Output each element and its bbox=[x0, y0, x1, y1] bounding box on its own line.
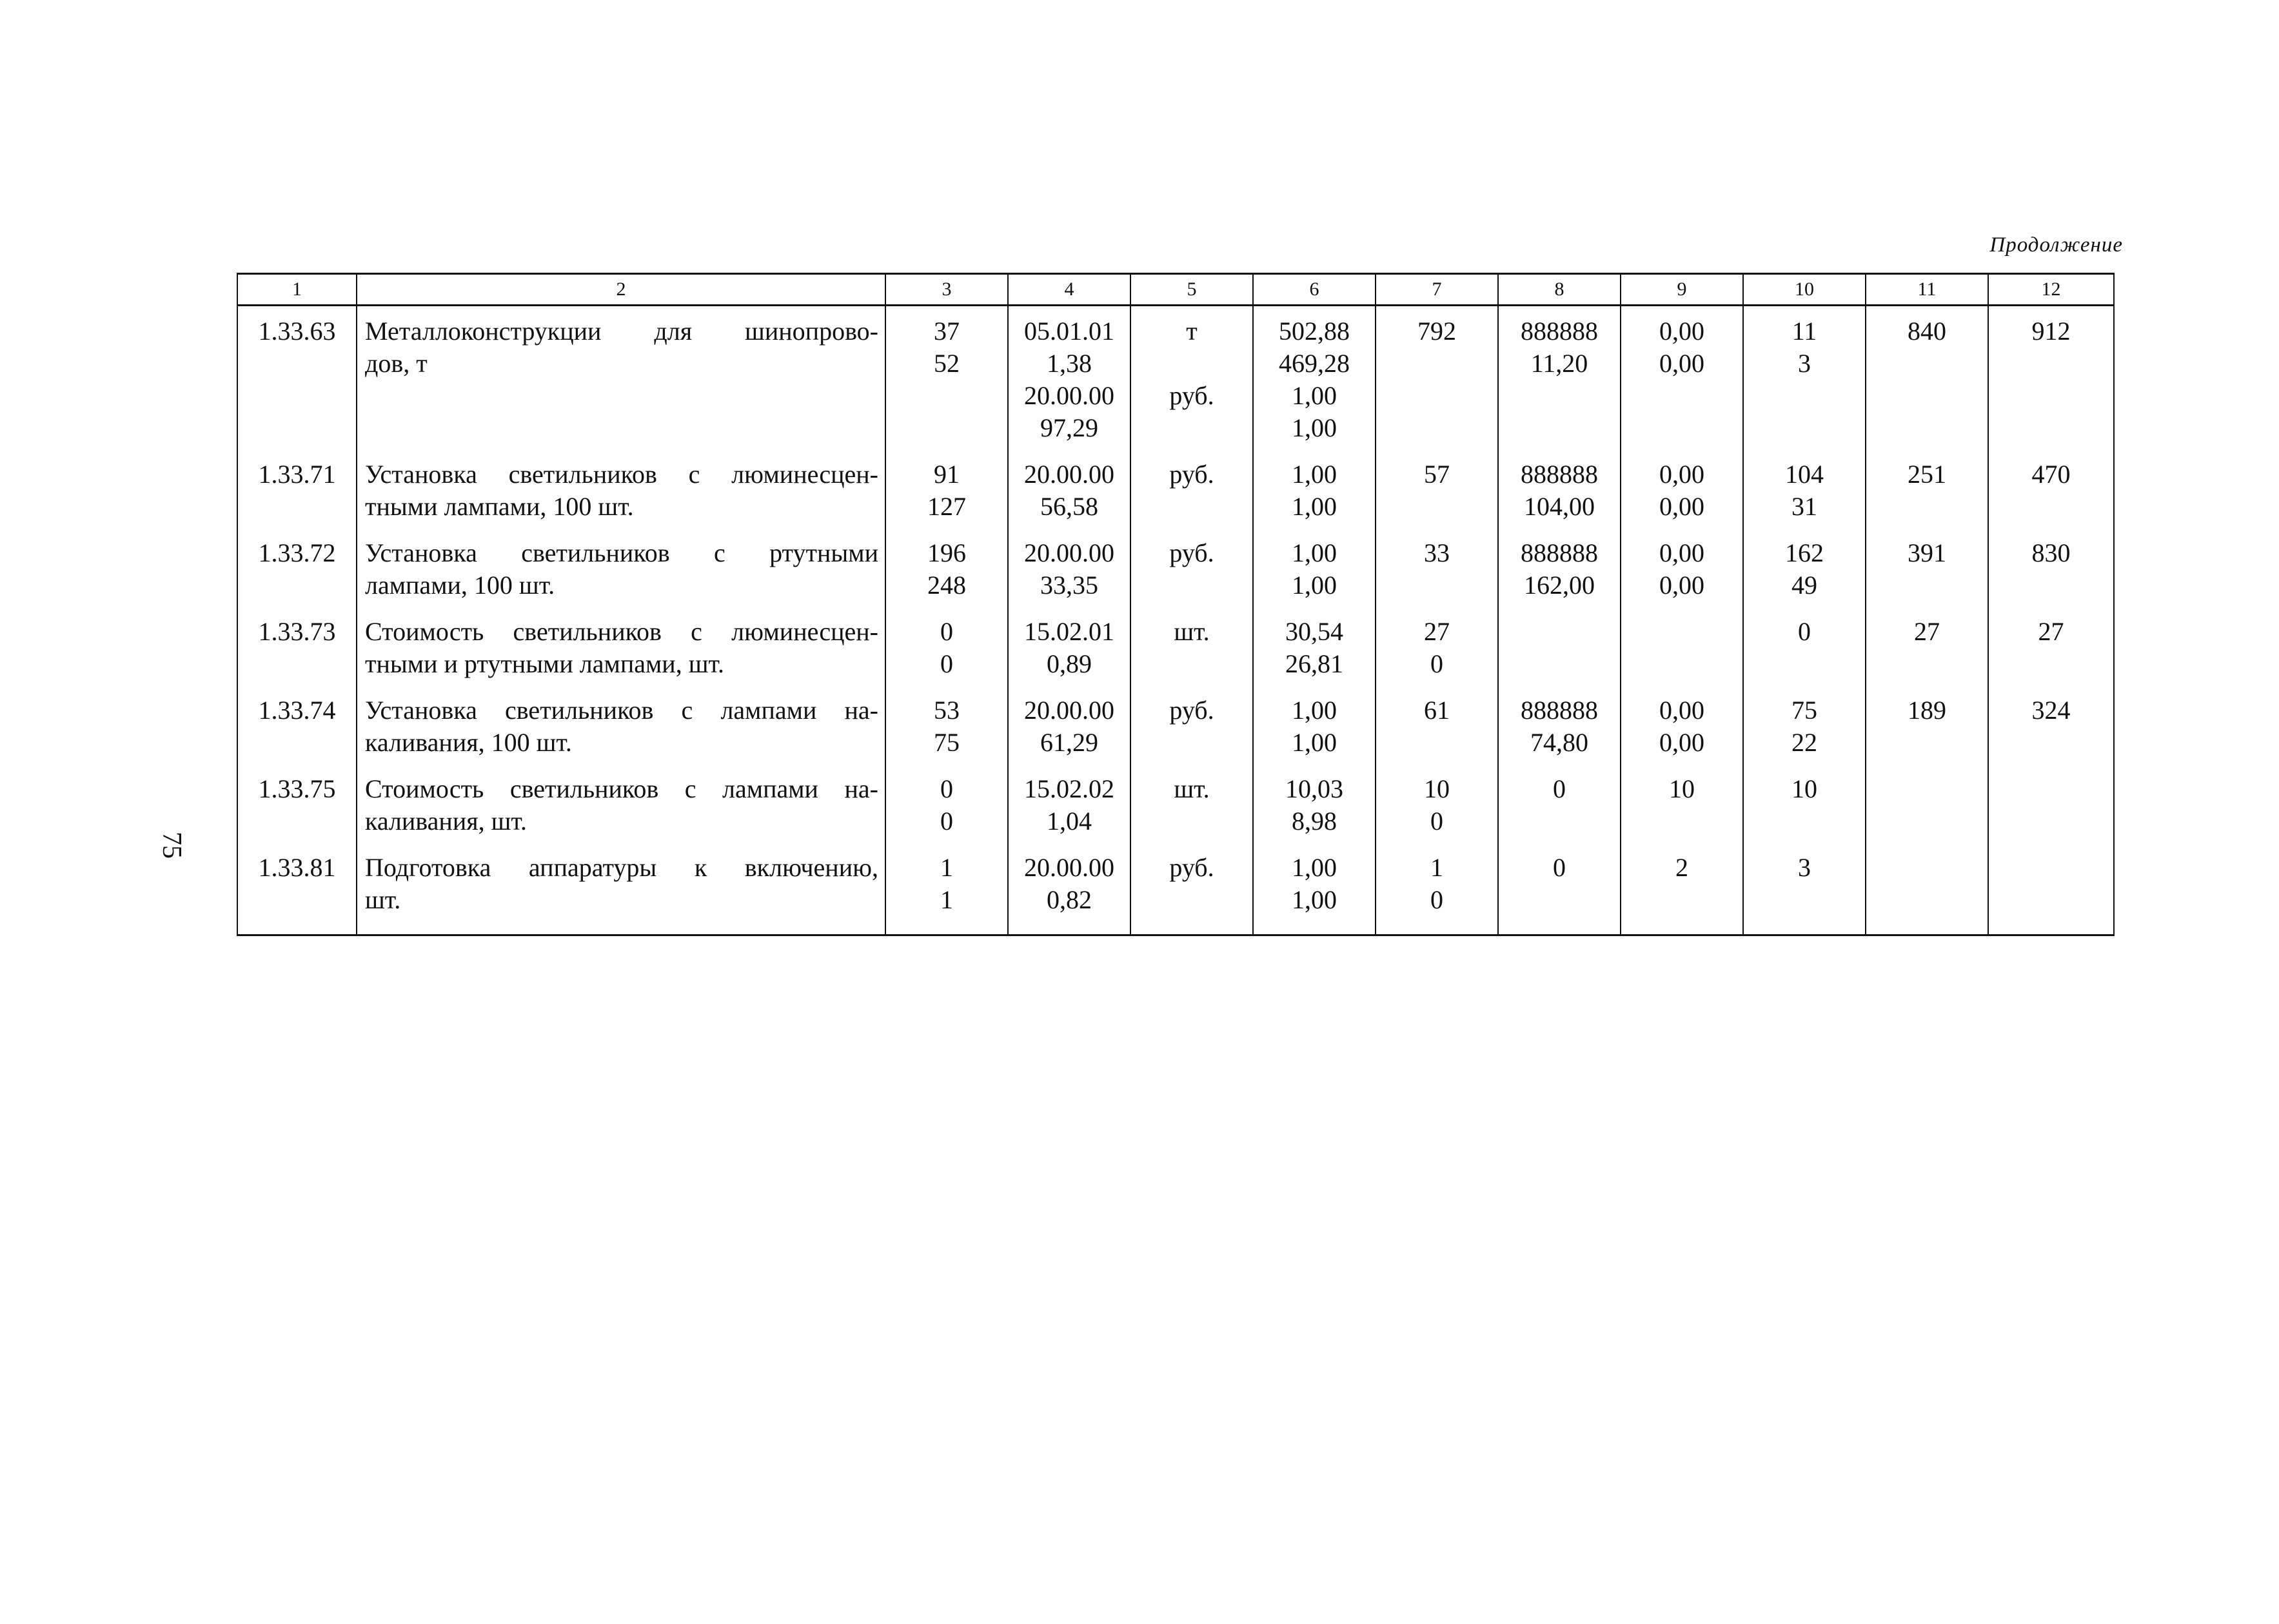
cell-c7 bbox=[1376, 616, 1498, 694]
cell-c9 bbox=[1621, 616, 1743, 694]
table-header bbox=[237, 274, 2114, 306]
cell-c12 bbox=[1988, 306, 2114, 459]
cell-value: 15.02.01 bbox=[1024, 617, 1114, 646]
cell-value: 888888 bbox=[1521, 696, 1598, 725]
cell-value: 469,28 bbox=[1279, 349, 1350, 378]
cell-value: 0,00 bbox=[1659, 492, 1704, 521]
cell-c8 bbox=[1498, 458, 1621, 537]
cell-c3 bbox=[885, 616, 1008, 694]
cell-c11 bbox=[1866, 458, 1988, 537]
column-number-10: 10 bbox=[1743, 274, 1866, 306]
cell-value: 1,00 bbox=[1292, 413, 1337, 442]
table-row bbox=[237, 458, 2114, 537]
row-code: 1.33.75 bbox=[237, 773, 357, 852]
row-code: 1.33.74 bbox=[237, 694, 357, 773]
cell-c6 bbox=[1253, 616, 1376, 694]
row-name-line: каливания, 100 шт. bbox=[365, 728, 572, 757]
cell-c5 bbox=[1130, 694, 1253, 773]
cell-value: 1,00 bbox=[1292, 885, 1337, 914]
cell-value: 49 bbox=[1791, 571, 1817, 600]
cell-value: 502,88 bbox=[1279, 317, 1350, 346]
cell-value: 10 bbox=[1791, 774, 1817, 803]
cell-value: 0 bbox=[1430, 885, 1443, 914]
table-row bbox=[237, 694, 2114, 773]
cell-value: 189 bbox=[1908, 696, 1946, 725]
column-number-11: 11 bbox=[1866, 274, 1988, 306]
column-number-7: 7 bbox=[1376, 274, 1498, 306]
row-name bbox=[357, 458, 885, 537]
row-name-line: Подготовка аппаратуры к включению, bbox=[365, 853, 878, 882]
cell-value: 127 bbox=[927, 492, 966, 521]
cell-c7 bbox=[1376, 694, 1498, 773]
cell-value: 27 bbox=[1424, 617, 1450, 646]
cell-value: т bbox=[1186, 317, 1198, 346]
cell-value: 0,00 bbox=[1659, 317, 1704, 346]
cell-value: 162,00 bbox=[1524, 571, 1595, 600]
cell-value: 27 bbox=[1914, 617, 1940, 646]
cell-value: 0 bbox=[940, 807, 953, 836]
row-code: 1.33.63 bbox=[237, 306, 357, 459]
cell-value: 0 bbox=[1553, 774, 1566, 803]
cell-c6 bbox=[1253, 458, 1376, 537]
cell-value: 888888 bbox=[1521, 317, 1598, 346]
cell-value: 22 bbox=[1791, 728, 1817, 757]
cell-value: руб. bbox=[1169, 696, 1214, 725]
cell-value: 251 bbox=[1908, 460, 1946, 489]
cell-value: 1 bbox=[940, 853, 953, 882]
cell-value: 20.00.00 bbox=[1024, 538, 1114, 567]
cell-value: 52 bbox=[934, 349, 960, 378]
table-row bbox=[237, 537, 2114, 616]
cell-c5 bbox=[1130, 537, 1253, 616]
cell-c3 bbox=[885, 537, 1008, 616]
cell-value: 33 bbox=[1424, 538, 1450, 567]
cell-value: 74,80 bbox=[1530, 728, 1588, 757]
cell-c10 bbox=[1743, 458, 1866, 537]
cell-value: 05.01.01 bbox=[1024, 317, 1114, 346]
row-name-line: дов, т bbox=[365, 349, 428, 378]
cell-value: руб. bbox=[1169, 853, 1214, 882]
table-row bbox=[237, 306, 2114, 459]
cell-value: 0 bbox=[940, 617, 953, 646]
cell-value: 61 bbox=[1424, 696, 1450, 725]
cell-value: 162 bbox=[1785, 538, 1824, 567]
row-code: 1.33.73 bbox=[237, 616, 357, 694]
cell-c4 bbox=[1008, 616, 1130, 694]
cell-value: 91 bbox=[934, 460, 960, 489]
cell-value: 1,04 bbox=[1047, 807, 1092, 836]
cell-value: 391 bbox=[1908, 538, 1946, 567]
cell-value: 1,00 bbox=[1292, 696, 1337, 725]
cell-value: 0 bbox=[1553, 853, 1566, 882]
cell-c8 bbox=[1498, 306, 1621, 459]
cell-c7 bbox=[1376, 537, 1498, 616]
table-row bbox=[237, 852, 2114, 935]
cell-value: 8,98 bbox=[1292, 807, 1337, 836]
cell-value: 97,29 bbox=[1040, 413, 1098, 442]
row-name-line: Металлоконструкции для шинопрово- bbox=[365, 317, 878, 346]
cell-c9 bbox=[1621, 694, 1743, 773]
cell-c8 bbox=[1498, 694, 1621, 773]
cell-c8 bbox=[1498, 537, 1621, 616]
column-number-2: 2 bbox=[357, 274, 885, 306]
cell-c11 bbox=[1866, 537, 1988, 616]
cell-c9 bbox=[1621, 306, 1743, 459]
row-name-line: Стоимость светильников с лампами на- bbox=[365, 774, 878, 803]
cell-c7 bbox=[1376, 306, 1498, 459]
row-name bbox=[357, 773, 885, 852]
cell-c4 bbox=[1008, 773, 1130, 852]
cell-c3 bbox=[885, 458, 1008, 537]
cell-value: 0,00 bbox=[1659, 460, 1704, 489]
cell-c12 bbox=[1988, 537, 2114, 616]
cell-value: 196 bbox=[927, 538, 966, 567]
row-name bbox=[357, 694, 885, 773]
row-name-line: Стоимость светильников с люминесцен- bbox=[365, 617, 878, 646]
row-code: 1.33.81 bbox=[237, 852, 357, 935]
cell-value: 53 bbox=[934, 696, 960, 725]
cell-value: шт. bbox=[1174, 774, 1210, 803]
row-name-line: каливания, шт. bbox=[365, 807, 527, 836]
cell-c12 bbox=[1988, 773, 2114, 852]
cell-value: 470 bbox=[2031, 460, 2071, 489]
row-code: 1.33.71 bbox=[237, 458, 357, 537]
cell-c11 bbox=[1866, 694, 1988, 773]
row-name bbox=[357, 306, 885, 459]
cell-c4 bbox=[1008, 694, 1130, 773]
cell-value: 10,03 bbox=[1285, 774, 1343, 803]
cell-c9 bbox=[1621, 537, 1743, 616]
cell-c7 bbox=[1376, 458, 1498, 537]
cell-value: 56,58 bbox=[1040, 492, 1098, 521]
cell-value: 1,38 bbox=[1047, 349, 1092, 378]
cell-value: 0 bbox=[940, 774, 953, 803]
cell-c4 bbox=[1008, 306, 1130, 459]
cell-value: 1,00 bbox=[1292, 728, 1337, 757]
cell-value: 0,89 bbox=[1047, 649, 1092, 678]
cell-c5 bbox=[1130, 616, 1253, 694]
cell-c12 bbox=[1988, 616, 2114, 694]
cell-value: 33,35 bbox=[1040, 571, 1098, 600]
cell-value: 10 bbox=[1424, 774, 1450, 803]
cell-value: руб. bbox=[1169, 460, 1214, 489]
column-number-4: 4 bbox=[1008, 274, 1130, 306]
cell-value: 20.00.00 bbox=[1024, 696, 1114, 725]
cell-c6 bbox=[1253, 694, 1376, 773]
cell-c3 bbox=[885, 852, 1008, 935]
cell-c6 bbox=[1253, 852, 1376, 935]
cell-c4 bbox=[1008, 537, 1130, 616]
cell-c10 bbox=[1743, 852, 1866, 935]
cell-value: 20.00.00 bbox=[1024, 460, 1114, 489]
cell-c11 bbox=[1866, 852, 1988, 935]
cell-c5 bbox=[1130, 852, 1253, 935]
cell-value: 30,54 bbox=[1285, 617, 1343, 646]
cell-c8 bbox=[1498, 616, 1621, 694]
cell-value: 10 bbox=[1669, 774, 1695, 803]
cell-value: 104 bbox=[1785, 460, 1824, 489]
cell-c9 bbox=[1621, 458, 1743, 537]
column-number-12: 12 bbox=[1988, 274, 2114, 306]
cell-value: 0,00 bbox=[1659, 349, 1704, 378]
cell-value: 888888 bbox=[1521, 538, 1598, 567]
cell-value: 11 bbox=[1791, 317, 1817, 346]
cell-value: 0 bbox=[940, 649, 953, 678]
cell-value: 1,00 bbox=[1292, 853, 1337, 882]
cell-value: 792 bbox=[1417, 317, 1456, 346]
row-name-line: тными и ртутными лампами, шт. bbox=[365, 649, 724, 678]
table-row bbox=[237, 616, 2114, 694]
cell-c10 bbox=[1743, 694, 1866, 773]
cell-value: 20.00.00 bbox=[1024, 381, 1114, 410]
cell-c4 bbox=[1008, 852, 1130, 935]
cell-value: 1,00 bbox=[1292, 460, 1337, 489]
cell-value: 324 bbox=[2031, 696, 2071, 725]
cell-value: 57 bbox=[1424, 460, 1450, 489]
cell-value: 3 bbox=[1798, 349, 1811, 378]
cell-value: руб. bbox=[1169, 538, 1214, 567]
row-name-line: Установка светильников с люминесцен- bbox=[365, 460, 878, 489]
cell-c12 bbox=[1988, 852, 2114, 935]
cell-c7 bbox=[1376, 773, 1498, 852]
cell-value: 888888 bbox=[1521, 460, 1598, 489]
cell-value: 1 bbox=[940, 885, 953, 914]
cell-value: 20.00.00 bbox=[1024, 853, 1114, 882]
cell-value: 1,00 bbox=[1292, 571, 1337, 600]
column-number-row bbox=[237, 274, 2114, 306]
cell-c11 bbox=[1866, 616, 1988, 694]
cell-c6 bbox=[1253, 773, 1376, 852]
cell-value: 0,00 bbox=[1659, 728, 1704, 757]
cell-c6 bbox=[1253, 306, 1376, 459]
column-number-6: 6 bbox=[1253, 274, 1376, 306]
continuation-label: Продолжение bbox=[1989, 233, 2123, 257]
column-number-3: 3 bbox=[885, 274, 1008, 306]
column-number-5: 5 bbox=[1130, 274, 1253, 306]
cell-value: 3 bbox=[1798, 853, 1811, 882]
row-name-line: шт. bbox=[365, 885, 401, 914]
row-code: 1.33.72 bbox=[237, 537, 357, 616]
cell-value: 912 bbox=[2031, 317, 2071, 346]
table-row bbox=[237, 773, 2114, 852]
cell-value: 1,00 bbox=[1292, 492, 1337, 521]
cell-c3 bbox=[885, 306, 1008, 459]
cell-value: 27 bbox=[2038, 617, 2064, 646]
page-number: 75 bbox=[157, 832, 186, 859]
cell-value: 37 bbox=[934, 317, 960, 346]
cell-c10 bbox=[1743, 773, 1866, 852]
cell-value: 840 bbox=[1908, 317, 1946, 346]
cell-value: руб. bbox=[1169, 381, 1214, 410]
cell-value: 61,29 bbox=[1040, 728, 1098, 757]
cell-c5 bbox=[1130, 773, 1253, 852]
cell-value: 31 bbox=[1791, 492, 1817, 521]
cell-c8 bbox=[1498, 852, 1621, 935]
cell-c5 bbox=[1130, 458, 1253, 537]
cell-c3 bbox=[885, 773, 1008, 852]
cell-value: шт. bbox=[1174, 617, 1210, 646]
cell-c12 bbox=[1988, 458, 2114, 537]
row-name bbox=[357, 537, 885, 616]
cell-value: 104,00 bbox=[1524, 492, 1595, 521]
cell-value: 0,00 bbox=[1659, 571, 1704, 600]
cell-value: 0 bbox=[1430, 649, 1443, 678]
cell-c10 bbox=[1743, 616, 1866, 694]
cell-c8 bbox=[1498, 773, 1621, 852]
price-table bbox=[237, 273, 2115, 936]
cell-value: 0 bbox=[1430, 807, 1443, 836]
row-name bbox=[357, 852, 885, 935]
cell-c12 bbox=[1988, 694, 2114, 773]
cell-value: 75 bbox=[934, 728, 960, 757]
cell-c11 bbox=[1866, 773, 1988, 852]
cell-value: 2 bbox=[1675, 853, 1688, 882]
cell-value: 0,00 bbox=[1659, 538, 1704, 567]
cell-c3 bbox=[885, 694, 1008, 773]
cell-value: 248 bbox=[927, 571, 966, 600]
cell-c10 bbox=[1743, 537, 1866, 616]
cell-value: 0 bbox=[1798, 617, 1811, 646]
table-body bbox=[237, 306, 2114, 935]
cell-value: 1,00 bbox=[1292, 381, 1337, 410]
cell-c9 bbox=[1621, 852, 1743, 935]
cell-value: 11,20 bbox=[1530, 349, 1588, 378]
cell-c9 bbox=[1621, 773, 1743, 852]
cell-value bbox=[1136, 347, 1247, 380]
column-number-1: 1 bbox=[237, 274, 357, 306]
cell-c5 bbox=[1130, 306, 1253, 459]
cell-value: 0,00 bbox=[1659, 696, 1704, 725]
column-number-9: 9 bbox=[1621, 274, 1743, 306]
cell-c10 bbox=[1743, 306, 1866, 459]
cell-value: 830 bbox=[2031, 538, 2071, 567]
cell-c7 bbox=[1376, 852, 1498, 935]
cell-value: 75 bbox=[1791, 696, 1817, 725]
row-name-line: Установка светильников с лампами на- bbox=[365, 696, 878, 725]
row-name-line: лампами, 100 шт. bbox=[365, 571, 555, 600]
cell-value: 0,82 bbox=[1047, 885, 1092, 914]
row-name bbox=[357, 616, 885, 694]
row-name-line: тными лампами, 100 шт. bbox=[365, 492, 634, 521]
cell-c11 bbox=[1866, 306, 1988, 459]
column-number-8: 8 bbox=[1498, 274, 1621, 306]
cell-c4 bbox=[1008, 458, 1130, 537]
cell-value: 1,00 bbox=[1292, 538, 1337, 567]
row-name-line: Установка светильников с ртутными bbox=[365, 538, 878, 567]
cell-value: 1 bbox=[1430, 853, 1443, 882]
cell-c6 bbox=[1253, 537, 1376, 616]
cell-value: 26,81 bbox=[1285, 649, 1343, 678]
cell-value: 15.02.02 bbox=[1024, 774, 1114, 803]
